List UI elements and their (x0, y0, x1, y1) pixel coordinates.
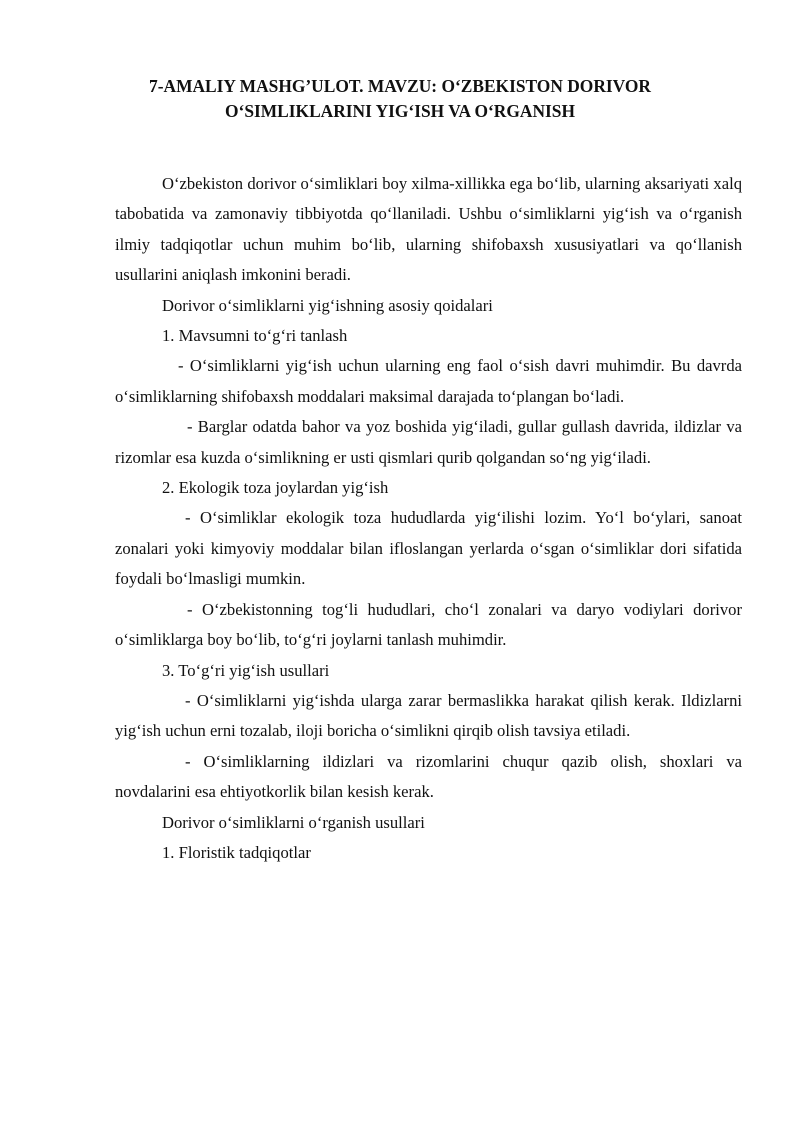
bullet-paragraph: - Barglar odatda bahor va yoz boshida yig‘iladi, gullar gullash davrida, ildizlar va rizomlar esa kuzda o‘simlikning er usti qismlari qurib qolgandan so‘ng yig‘iladi. (115, 417, 742, 467)
subheading-season: 1. Mavsumni to‘g‘ri tanlash (162, 326, 348, 346)
section-heading-study-methods: Dorivor o‘simliklarni o‘rganish usullari (162, 812, 425, 832)
bullet-paragraph: - O‘simliklar ekologik toza hududlarda yig‘ilishi lozim. Yo‘l bo‘ylari, sanoat zonalari yoki kimyoviy moddalar bilan ifloslangan yerlarda o‘sgan o‘simliklar dori sifatida foydali bo‘lmasligi mumkin. (115, 508, 742, 589)
title-line-2: O‘SIMLIKLARINI YIG‘ISH VA O‘RGANISH (225, 101, 575, 121)
page-title (100, 74, 700, 124)
section-heading-collection-rules: Dorivor o‘simliklarni yig‘ishning asosiy qoidalari (162, 295, 493, 315)
title-line-1: 7-AMALIY MASHG’ULOT. MAVZU: O‘ZBEKISTON DORIVOR (149, 76, 651, 96)
subheading-methods: 3. To‘g‘ri yig‘ish usullari (162, 660, 330, 680)
bullet-paragraph: - O‘simliklarni yig‘ish uchun ularning eng faol o‘sish davri muhimdir. Bu davrda o‘simliklarning shifobaxsh moddalari maksimal darajada to‘plangan bo‘ladi. (115, 356, 742, 406)
subheading-ecology: 2. Ekologik toza joylardan yig‘ish (162, 478, 389, 498)
document-body (115, 169, 742, 868)
subheading-floristic: 1. Floristik tadqiqotlar (162, 842, 311, 862)
bullet-paragraph: - O‘zbekistonning tog‘li hududlari, cho‘l zonalari va daryo vodiylari dorivor o‘simliklarga boy bo‘lib, to‘g‘ri joylarni tanlash muhimdir. (115, 599, 742, 650)
bullet-paragraph: - O‘simliklarni yig‘ishda ularga zarar bermaslikka harakat qilish kerak. Ildizlarni yig‘ish uchun erni tozalab, iloji boricha o‘simlikni qirqib olish tavsiya etiladi. (115, 690, 742, 741)
bullet-paragraph: - O‘simliklarning ildizlari va rizomlarini chuqur qazib olish, shoxlari va novdalarini esa ehtiyotkorlik bilan kesish kerak. (115, 751, 742, 802)
intro-paragraph: O‘zbekiston dorivor o‘simliklari boy xilma-xillikka ega bo‘lib, ularning aksariyati xalq tabobatida va zamonaviy tibbiyotda qo‘llaniladi. Ushbu o‘simliklarni yig‘ish va o‘rganish ilmiy tadqiqotlar uchun muhim bo‘lib, ularning shifobaxsh xususiyatlari va qo‘llanish usullarini aniqlash imkonini beradi. (115, 174, 742, 285)
